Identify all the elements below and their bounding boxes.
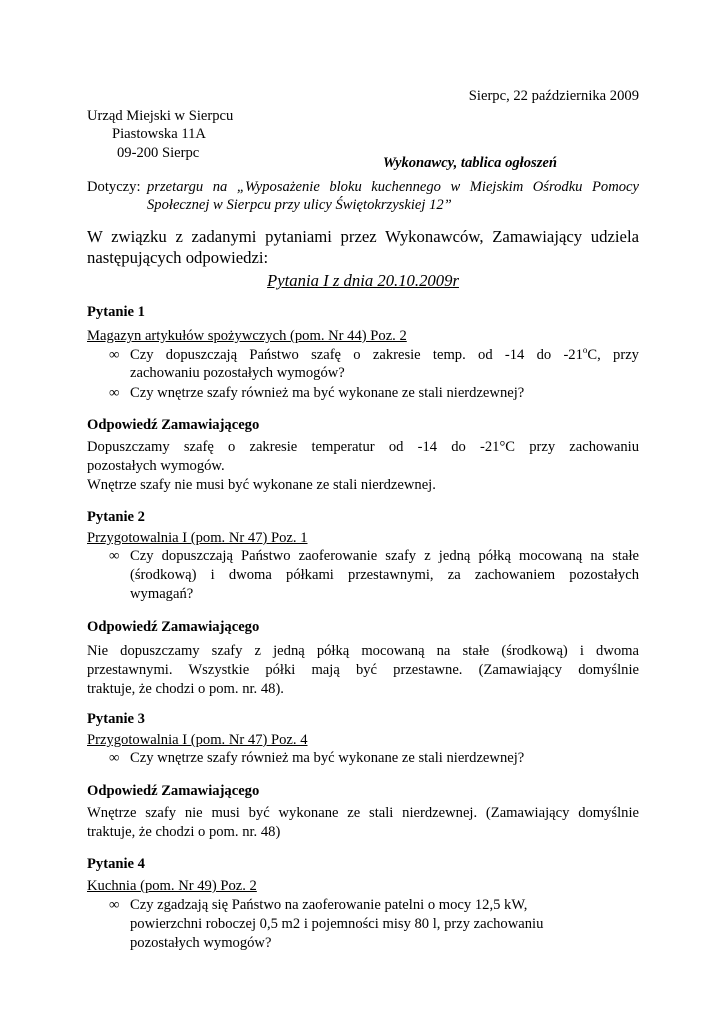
sender-street: Piastowska 11A [112, 126, 206, 142]
intro-line-2: następujących odpowiedzi: [87, 248, 269, 267]
answer-1-line-1: Dopuszczamy szafę o zakresie temperatur od -14 do -21°C przy zachowaniu [87, 439, 639, 455]
subject-line-2: Społecznej w Sierpcu przy ulicy Świętokrzyskiej 12” [147, 197, 452, 213]
sender-name: Urząd Miejski w Sierpcu [87, 108, 234, 124]
bullet-line: Czy dopuszczają Państwo zaoferowanie szafy z jedną półką mocowaną na stałe [130, 548, 639, 564]
answer-2-title: Odpowiedź Zamawiającego [87, 619, 260, 635]
subject-line-1: przetargu na „Wyposażenie bloku kuchennego w Miejskim Ośrodku Pomocy [147, 179, 639, 195]
answer-2-line-3: traktuje, że chodzi o pom. nr. 48). [87, 681, 284, 697]
bullet-line: Czy dopuszczają Państwo szafę o zakresie temp. od -14 do -21$^o$C, przy [130, 345, 639, 363]
answer-3-line-2: traktuje, że chodzi o pom. nr. 48) [87, 824, 281, 840]
answer-1-title: Odpowiedź Zamawiającego [87, 417, 260, 433]
answer-2-line-1: Nie dopuszczamy szafy z jedną półką mocowaną na stałe (środkową) i dwoma [87, 643, 639, 659]
intro-line-1: W związku z zadanymi pytaniami przez Wykonawców, Zamawiający udziela [87, 227, 639, 246]
infinity-bullet-icon: ∞ [109, 347, 120, 363]
bullet-line: zachowaniu pozostałych wymogów? [130, 365, 345, 381]
question-2-title: Pytanie 2 [87, 509, 145, 525]
question-1-subject: Magazyn artykułów spożywczych (pom. Nr 44) Poz. 2 [87, 328, 407, 344]
bullet-line: pozostałych wymogów? [130, 935, 272, 951]
question-3-subject: Przygotowalnia I (pom. Nr 47) Poz. 4 [87, 732, 308, 748]
infinity-bullet-icon: ∞ [109, 385, 120, 401]
bullet-line: (środkową) i dwoma półkami przestawnymi, za zachowaniem pozostałych [130, 567, 639, 583]
infinity-bullet-icon: ∞ [109, 548, 120, 564]
answer-3-line-1: Wnętrze szafy nie musi być wykonane ze stali nierdzewnej. (Zamawiający domyślnie [87, 805, 639, 821]
question-3-title: Pytanie 3 [87, 711, 145, 727]
section-title: Pytania I z dnia 20.10.2009r [267, 271, 459, 290]
date-line: Sierpc, 22 października 2009 [468, 88, 639, 104]
answer-2-line-2: przestawnymi. Wszystkie półki mają być przestawne. (Zamawiający domyślnie [87, 662, 639, 678]
question-4-title: Pytanie 4 [87, 856, 145, 872]
question-1-title: Pytanie 1 [87, 304, 145, 320]
sender-city: 09-200 Sierpc [117, 145, 200, 161]
answer-1-line-3: Wnętrze szafy nie musi być wykonane ze stali nierdzewnej. [87, 477, 436, 493]
answer-1-line-2: pozostałych wymogów. [87, 458, 225, 474]
question-4-subject: Kuchnia (pom. Nr 49) Poz. 2 [87, 878, 257, 894]
infinity-bullet-icon: ∞ [109, 750, 120, 766]
question-2-subject: Przygotowalnia I (pom. Nr 47) Poz. 1 [87, 530, 308, 546]
answer-3-title: Odpowiedź Zamawiającego [87, 783, 260, 799]
subject-label: Dotyczy: [87, 179, 141, 195]
recipient: Wykonawcy, tablica ogłoszeń [382, 155, 557, 171]
bullet-line: Czy zgadzają się Państwo na zaoferowanie patelni o mocy 12,5 kW, [130, 897, 528, 913]
bullet-line: wymagań? [130, 586, 194, 602]
bullet-line: Czy wnętrze szafy również ma być wykonane ze stali nierdzewnej? [130, 750, 525, 766]
bullet-line: Czy wnętrze szafy również ma być wykonane ze stali nierdzewnej? [130, 385, 525, 401]
bullet-line: powierzchni roboczej 0,5 m2 i pojemności misy 80 l, przy zachowaniu [130, 916, 544, 932]
infinity-bullet-icon: ∞ [109, 897, 120, 913]
